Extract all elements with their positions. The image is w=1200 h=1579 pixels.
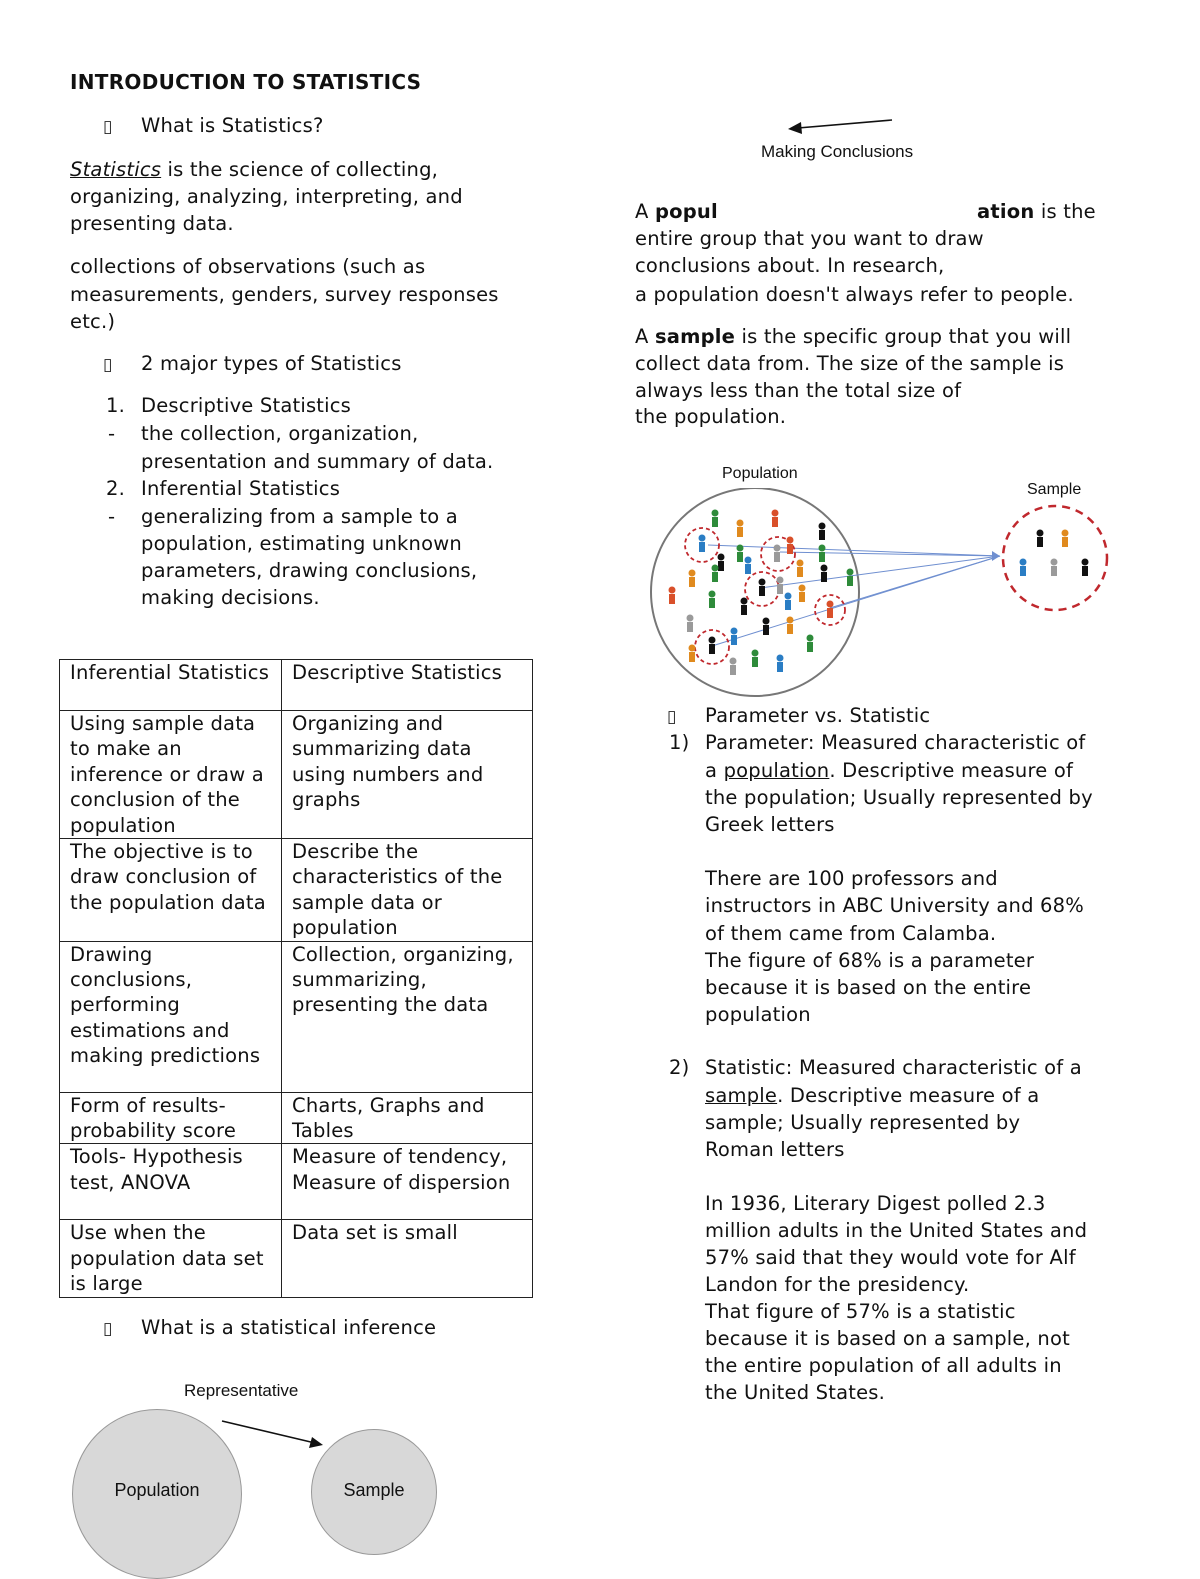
sample-def-line-4: the population.: [635, 405, 787, 428]
figure-sample-label: Sample: [1027, 481, 1082, 498]
statistic-example-6: because it is based on a sample, not: [705, 1327, 1070, 1350]
list-number: 2): [669, 1056, 690, 1079]
statistic-example-3: 57% said that they would vote for Alf: [705, 1246, 1076, 1269]
sample-circle-label: Sample: [343, 1480, 405, 1500]
comparison-table: [59, 659, 533, 1298]
statistic-line-3: sample; Usually represented by: [705, 1111, 1021, 1134]
text: is the: [1034, 200, 1096, 223]
population-def-line-1b: [977, 198, 1096, 225]
population-term-part: popul: [654, 200, 718, 223]
inferential-desc-4: making decisions.: [141, 586, 320, 609]
statistic-line-2: [705, 1082, 1039, 1109]
figure-population-label: Population: [722, 465, 798, 482]
population-def-line-3: conclusions about. In research,: [635, 254, 945, 277]
list-number: 1.: [106, 394, 126, 417]
parameter-line-2: [705, 757, 1073, 784]
table-cell: Organizing and summarizing data using numbers and graphs: [282, 711, 533, 839]
table-header-cell: Inferential Statistics: [60, 660, 282, 711]
parameter-line-3: the population; Usually represented by: [705, 786, 1093, 809]
list-item-descriptive: Descriptive Statistics: [141, 394, 352, 417]
table-header-cell: Descriptive Statistics: [282, 660, 533, 711]
statistics-term: Statistics: [70, 158, 162, 181]
statistic-line-1: Statistic: Measured characteristic of a: [705, 1056, 1082, 1079]
parameter-example-2: instructors in ABC University and 68%: [705, 894, 1084, 917]
sample-dashed-circle: [1003, 506, 1107, 610]
bullet-icon: ▯: [103, 355, 113, 375]
table-cell: Data set is small: [282, 1220, 533, 1297]
inferential-desc-2: population, estimating unknown: [141, 532, 462, 555]
text: A: [635, 325, 655, 348]
bullet-icon: ▯: [667, 707, 677, 727]
list-item-inferential: Inferential Statistics: [141, 477, 341, 500]
population-circle-label: Population: [114, 1480, 200, 1500]
table-cell: Describe the characteristics of the sample data or population: [282, 839, 533, 942]
sample-circle: [311, 1429, 437, 1555]
inferential-desc-1: generalizing from a sample to a: [141, 505, 458, 528]
conclusions-arrow: [780, 112, 900, 137]
collections-line-3: etc.): [70, 310, 116, 333]
statistic-example-5: That figure of 57% is a statistic: [705, 1300, 1016, 1323]
definition-text: is the science of collecting,: [161, 158, 439, 181]
table-cell: Form of results-probability score: [60, 1092, 282, 1144]
question-what-is-statistics: What is Statistics?: [141, 114, 324, 137]
text: . Descriptive measure of a: [777, 1084, 1040, 1107]
parameter-example-4: The figure of 68% is a parameter: [705, 949, 1035, 972]
statistic-example-7: the entire population of all adults in: [705, 1354, 1062, 1377]
population-sample-figure: [640, 488, 1120, 703]
descriptive-desc-2: presentation and summary of data.: [141, 450, 494, 473]
statistic-example-2: million adults in the United States and: [705, 1219, 1088, 1242]
table-cell: Collection, organizing, summarizing, presenting the data: [282, 941, 533, 1092]
sample-term: sample: [654, 325, 736, 348]
table-row: [60, 1144, 533, 1220]
collections-line-1: collections of observations (such as: [70, 255, 426, 278]
question-inference: What is a statistical inference: [141, 1316, 437, 1339]
text: is the specific group that you will: [735, 325, 1072, 348]
bullet-icon: ▯: [103, 1319, 113, 1339]
definition-line-3: presenting data.: [70, 212, 234, 235]
population-term-part: ation: [977, 200, 1035, 223]
population-def-line-4: a population doesn't always refer to people.: [635, 283, 1074, 306]
parameter-line-1: Parameter: Measured characteristic of: [705, 731, 1086, 754]
text: . Descriptive measure of: [829, 759, 1074, 782]
table-cell: Use when the population data set is large: [60, 1220, 282, 1297]
parameter-line-4: Greek letters: [705, 813, 835, 836]
representative-label: Representative: [184, 1381, 299, 1400]
table-row: [60, 711, 533, 839]
text: a: [705, 759, 724, 782]
representative-arrow: [215, 1415, 330, 1455]
page-title: INTRODUCTION TO STATISTICS: [70, 70, 422, 94]
table-cell: Tools- Hypothesis test, ANOVA: [60, 1144, 282, 1220]
parameter-example-3: of them came from Calamba.: [705, 922, 997, 945]
dash-marker: -: [108, 505, 116, 528]
population-def-line-1: [635, 198, 718, 225]
table-cell: Using sample data to make an inference or draw a conclusion of the population: [60, 711, 282, 839]
question-parameter-vs-statistic: Parameter vs. Statistic: [705, 704, 931, 727]
table-row: [60, 1220, 533, 1297]
making-conclusions-label: Making Conclusions: [761, 142, 914, 161]
table-cell: Measure of tendency, Measure of dispersion: [282, 1144, 533, 1220]
collections-line-2: measurements, genders, survey responses: [70, 283, 499, 306]
dash-marker: -: [108, 422, 116, 445]
table-row: [60, 839, 533, 942]
population-underlined: population: [723, 759, 830, 782]
definition-line-1: [70, 156, 438, 183]
bullet-icon: ▯: [103, 117, 113, 137]
question-types: 2 major types of Statistics: [141, 352, 402, 375]
table-row: [60, 1092, 533, 1144]
table-cell: The objective is to draw conclusion of the population data: [60, 839, 282, 942]
population-def-line-2: entire group that you want to draw: [635, 227, 984, 250]
table-cell: Charts, Graphs and Tables: [282, 1092, 533, 1144]
definition-line-2: organizing, analyzing, interpreting, and: [70, 185, 463, 208]
table-row: [60, 660, 533, 711]
parameter-example-5: because it is based on the entire: [705, 976, 1032, 999]
text: A: [635, 200, 655, 223]
statistic-example-4: Landon for the presidency.: [705, 1273, 970, 1296]
statistic-line-4: Roman letters: [705, 1138, 845, 1161]
parameter-example-6: population: [705, 1003, 811, 1026]
statistic-example-1: In 1936, Literary Digest polled 2.3: [705, 1192, 1046, 1215]
sample-def-line-2: collect data from. The size of the sample is: [635, 352, 1065, 375]
descriptive-desc-1: the collection, organization,: [141, 422, 419, 445]
population-circle: [72, 1409, 242, 1579]
table-cell: Drawing conclusions, performing estimations and making predictions: [60, 941, 282, 1092]
sample-def-line-1: [635, 323, 1071, 350]
list-number: 1): [669, 731, 690, 754]
statistic-example-8: the United States.: [705, 1381, 886, 1404]
sample-underlined: sample: [705, 1084, 778, 1107]
sample-def-line-3: always less than the total size of: [635, 379, 962, 402]
list-number: 2.: [106, 477, 126, 500]
inferential-desc-3: parameters, drawing conclusions,: [141, 559, 478, 582]
parameter-example-1: There are 100 professors and: [705, 867, 998, 890]
table-row: [60, 941, 533, 1092]
